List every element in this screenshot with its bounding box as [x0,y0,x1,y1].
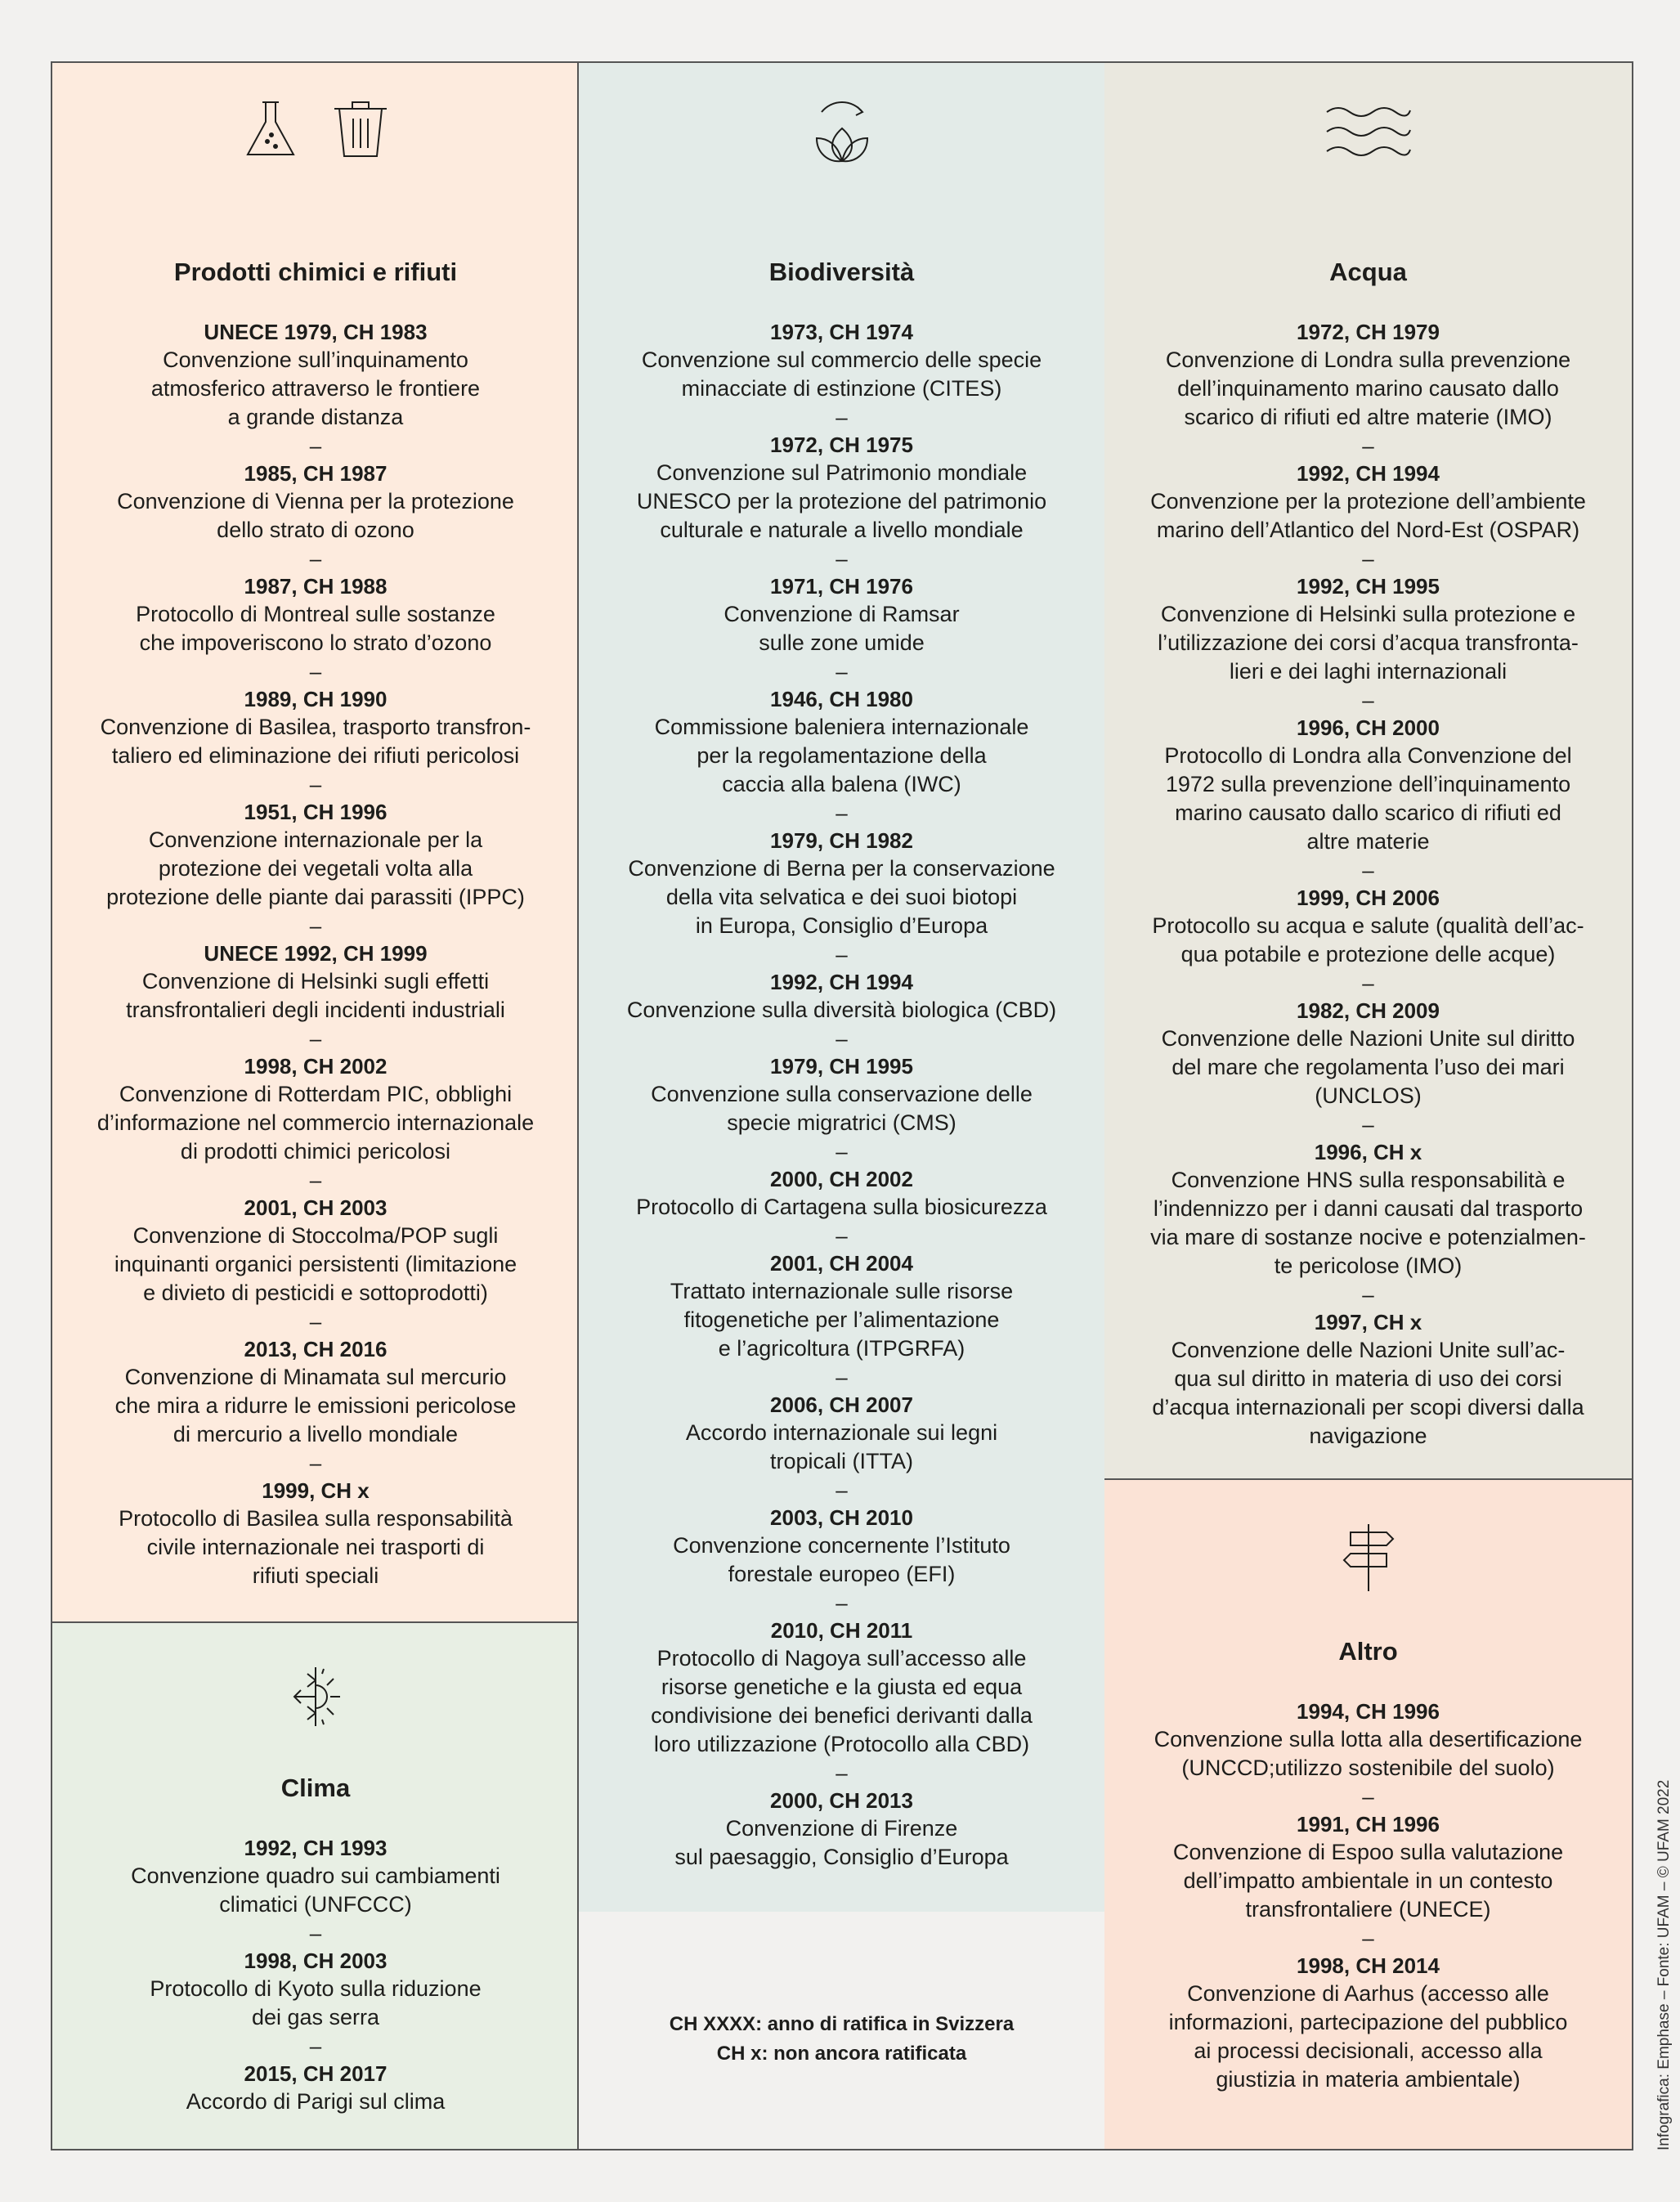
treaty-entry [1104,460,1632,545]
water-list [1104,318,1632,1451]
treaty-entry [579,1249,1104,1363]
treaty-description: Commissione baleniera internazionale per la regolamentazione della caccia alla balena (IWC) [654,715,1029,796]
treaty-year: 1996, CH 2000 [1297,715,1440,740]
treaty-entry [579,1617,1104,1759]
treaty-entry [52,572,579,657]
treaty-year: 1999, CH 2006 [1297,886,1440,910]
entry-separator: – [309,2034,322,2058]
treaty-year: 1991, CH 1996 [1297,1812,1440,1836]
entry-separator: – [836,1590,848,1615]
treaty-description: Convenzione di Helsinki sugli effetti transfrontalieri degli incidenti industriali [126,969,505,1022]
treaty-year: 1994, CH 1996 [1297,1699,1440,1724]
treaty-description: Convenzione di Berna per la conservazione della vita selvatica e dei suoi biotopi in Europa, Consiglio d’Europa [628,856,1055,938]
treaty-description: Convenzione di Ramsar sulle zone umide [724,602,960,655]
treaty-year: 1971, CH 1976 [770,574,913,599]
treaty-year: 1985, CH 1987 [244,461,388,486]
treaty-description: Protocollo di Basilea sulla responsabilità civile internazionale nei trasporti di rifiuti speciali [119,1506,513,1588]
treaty-description: Protocollo su acqua e salute (qualità dell’ac- qua potabile e protezione delle acque) [1152,913,1584,966]
treaty-year: 1973, CH 1974 [770,320,913,344]
biodiversity-title: Biodiversità [768,258,915,286]
treaty-description: Convenzione delle Nazioni Unite sul diritto del mare che regolamenta l’uso dei mari (UNCLOS) [1161,1026,1575,1108]
entry-separator: – [1362,433,1374,458]
treaty-description: Convenzione di Firenze sul paesaggio, Consiglio d’Europa [674,1816,1009,1869]
treaty-year: 2000, CH 2013 [770,1788,913,1813]
treaty-year: 1999, CH x [262,1478,370,1503]
treaty-year: 2013, CH 2016 [244,1337,388,1361]
treaty-year: 1972, CH 1979 [1297,320,1440,344]
entry-separator: – [309,772,322,796]
panel-other [1104,1478,1633,2150]
treaty-year: 1998, CH 2003 [244,1949,388,1973]
entry-separator: – [836,1365,848,1389]
treaty-entry [52,1477,579,1590]
panel-water [1104,61,1633,1480]
treaty-description: Convenzione sulla diversità biologica (CBD) [626,998,1057,1022]
treaty-description: Convenzione sulla conservazione delle specie migratrici (CMS) [651,1082,1033,1135]
entry-separator: – [1362,971,1374,995]
treaty-entry [1104,572,1632,686]
treaty-year: 1982, CH 2009 [1297,998,1440,1023]
treaty-description: Convenzione di Basilea, trasporto transfron- taliero ed eliminazione dei rifiuti pericolosi [100,715,531,768]
water-title: Acqua [1329,258,1407,286]
treaty-year: 1979, CH 1982 [770,828,913,853]
other-title: Altro [1338,1637,1398,1666]
entry-separator: – [836,801,848,825]
treaty-year: 1997, CH x [1314,1310,1422,1334]
entry-separator: – [836,1760,848,1785]
entry-separator: – [309,546,322,571]
entry-separator: – [309,1921,322,1945]
treaty-description: Convenzione di Vienna per la protezione dello strato di ozono [117,489,514,542]
treaty-entry [1104,1810,1632,1924]
treaty-year: 1972, CH 1975 [770,433,913,457]
treaty-description: Convenzione di Helsinki sulla protezione e l’utilizzazione dei corsi d’acqua transfronta- lieri e dei laghi internazionali [1158,602,1579,684]
treaty-year: 1951, CH 1996 [244,800,388,824]
entry-separator: – [309,913,322,938]
chemicals-icons [52,96,579,169]
treaty-description: Accordo di Parigi sul clima [186,2089,446,2114]
treaty-entry [579,1165,1104,1222]
entry-separator: – [836,1026,848,1051]
treaty-entry [52,1052,579,1166]
treaty-year: 1992, CH 1994 [770,970,913,994]
treaty-description: Convenzione di Espoo sulla valutazione dell’impatto ambientale in un contesto transfrontaliere (UNECE) [1172,1840,1564,1922]
treaty-year: 2001, CH 2004 [770,1251,913,1276]
treaty-year: 1987, CH 1988 [244,574,388,599]
credit-text: Infografica: Emphase – Fonte: UFAM – © UFAM 2022 [1655,1779,1673,2150]
entry-separator: – [1362,1784,1374,1809]
entry-separator: – [309,1309,322,1334]
panel-chemicals-waste [51,61,579,1622]
treaty-year: 2000, CH 2002 [770,1167,913,1191]
treaty-description: Convenzione di Londra sulla prevenzione dell’inquinamento marino causato dallo scarico di rifiuti ed altre materie (IMO) [1165,348,1571,429]
treaty-year: 2003, CH 2010 [770,1505,913,1530]
entry-separator: – [836,942,848,966]
climate-title: Clima [280,1774,351,1802]
treaty-year: UNECE 1979, CH 1983 [204,320,428,344]
entry-separator: – [309,1026,322,1051]
treaty-entry [52,798,579,912]
entry-separator: – [309,433,322,458]
treaty-year: 2006, CH 2007 [770,1393,913,1417]
entry-separator: – [1362,1282,1374,1307]
treaty-description: Convenzione quadro sui cambiamenti climatici (UNFCCC) [131,1863,500,1917]
treaty-year: 1946, CH 1980 [770,687,913,711]
treaty-description: Trattato internazionale sulle risorse fitogenetiche per l’alimentazione e l’agricoltura (ITPGRFA) [670,1279,1014,1361]
signpost-icon [1336,1521,1401,1594]
treaty-year: 1992, CH 1993 [244,1836,388,1860]
biodiversity-list [579,318,1104,1872]
treaty-year: 1992, CH 1995 [1297,574,1440,599]
flask-icon [238,96,303,161]
treaty-description: Convenzione sul commercio delle specie minacciate di estinzione (CITES) [641,348,1042,401]
treaty-year: 1998, CH 2014 [1297,1953,1440,1978]
plant-cycle-icon [805,96,879,169]
climate-list [52,1834,579,2116]
entry-separator: – [836,1478,848,1502]
chemicals-title: Prodotti chimici e rifiuti [173,258,458,286]
treaty-entry [52,1834,579,1919]
treaty-description: Protocollo di Kyoto sulla riduzione dei gas serra [150,1976,482,2029]
treaty-description: Convenzione sulla lotta alla desertificazione (UNCCD;utilizzo sostenibile del suolo) [1154,1727,1583,1780]
other-list [1104,1697,1632,2094]
entry-separator: – [836,1223,848,1248]
treaty-entry [52,685,579,770]
entry-separator: – [836,405,848,429]
entry-separator: – [836,659,848,684]
treaty-year: 1989, CH 1990 [244,687,388,711]
treaty-description: Convenzione di Rotterdam PIC, obblighi d’informazione nel commercio internazionale di prodotti chimici pericolosi [96,1082,535,1164]
treaty-description: Protocollo di Cartagena sulla biosicurezza [636,1195,1047,1219]
treaty-entry [52,940,579,1025]
treaty-entry [52,1335,579,1449]
treaty-year: 1996, CH x [1314,1140,1422,1164]
treaty-description: Convenzione di Minamata sul mercurio che mira a ridurre le emissioni pericolose di mercurio a livello mondiale [114,1365,517,1446]
treaty-entry [579,1787,1104,1872]
treaty-description: Convenzione per la protezione dell’ambiente marino dell’Atlantico del Nord-Est (OSPAR) [1150,489,1586,542]
treaty-description: Protocollo di Nagoya sull’accesso alle risorse genetiche e la giusta ed equa condivisione dei benefici derivanti dalla loro utilizzazione (Protocollo alla CBD) [651,1646,1033,1756]
treaty-entry [52,460,579,545]
treaty-entry [52,2060,579,2116]
entry-separator: – [1362,858,1374,882]
treaty-entry [579,431,1104,545]
treaty-description: Convenzione internazionale per la protezione dei vegetali volta alla protezione delle piante dai parassiti (IPPC) [106,827,525,909]
treaty-entry [52,1194,579,1307]
treaty-entry [1104,884,1632,969]
treaty-entry [1104,1138,1632,1280]
water-waves-icon [1324,96,1413,169]
entry-separator: – [1362,1926,1374,1950]
entry-separator: – [1362,688,1374,712]
treaty-entry [1104,714,1632,856]
treaty-entry [579,827,1104,940]
panel-legend [577,1912,1106,2150]
entry-separator: – [836,546,848,571]
other-icons [1104,1521,1632,1594]
treaty-entry [579,685,1104,799]
trash-bin-icon [328,96,393,161]
treaty-year: 1998, CH 2002 [244,1054,388,1079]
treaty-description: Convenzione HNS sulla responsabilità e l’indennizzo per i danni causati dal trasporto via mare di sostanze nocive e potenzialmen- te pericolose (IMO) [1150,1168,1586,1278]
treaty-entry [52,318,579,432]
climate-sun-snowflake-icon [283,1664,348,1729]
entry-separator: – [309,659,322,684]
treaty-entry [52,1947,579,2032]
treaty-entry [579,1052,1104,1137]
treaty-entry [1104,1308,1632,1451]
treaty-description: Convenzione sul Patrimonio mondiale UNESCO per la protezione del patrimonio culturale e naturale a livello mondiale [636,460,1047,542]
treaty-year: 1979, CH 1995 [770,1054,913,1079]
treaty-year: 2010, CH 2011 [770,1618,913,1643]
climate-icons [52,1664,579,1729]
entry-separator: – [836,1139,848,1164]
treaty-entry [579,1391,1104,1476]
treaty-entry [1104,318,1632,432]
treaty-description: Protocollo di Montreal sulle sostanze che impoveriscono lo strato d’ozono [136,602,495,655]
biodiversity-icons [579,96,1104,169]
treaty-description: Convenzione di Stoccolma/POP sugli inquinanti organici persistenti (limitazione e divieto di pesticidi e sottoprodotti) [114,1223,517,1305]
treaty-entry [1104,1697,1632,1783]
panel-biodiversity [577,61,1106,1913]
treaty-description: Convenzione sull’inquinamento atmosferico attraverso le frontiere a grande distanza [150,348,481,429]
treaty-entry [1104,997,1632,1110]
treaty-description: Convenzione di Aarhus (accesso alle informazioni, partecipazione del pubblico ai processi decisionali, accesso alla giustizia in materia ambientale) [1168,1981,1568,2092]
water-icons [1104,96,1632,169]
treaty-description: Convenzione concernente l’Istituto forestale europeo (EFI) [673,1533,1010,1586]
entry-separator: – [309,1451,322,1475]
chemicals-list [52,318,579,1590]
treaty-entry [579,1504,1104,1589]
treaty-description: Convenzione delle Nazioni Unite sull’ac- qua sul diritto in materia di uso dei corsi d’acqua internazionali per scopi diversi dalla navigazione [1152,1338,1584,1448]
treaty-year: 2001, CH 2003 [244,1195,388,1220]
treaty-description: Accordo internazionale sui legni tropicali (ITTA) [685,1420,998,1473]
legend-text: CH XXXX: anno di ratifica in Svizzera CH x: non ancora ratificata [669,2013,1015,2065]
treaty-year: UNECE 1992, CH 1999 [204,941,428,966]
treaty-description: Protocollo di Londra alla Convenzione del 1972 sulla prevenzione dell’inquinamento marino causato dallo scarico di rifiuti ed altre materie [1164,743,1572,854]
entry-separator: – [309,1168,322,1192]
treaty-year: 2015, CH 2017 [244,2061,388,2086]
treaty-entry [579,572,1104,657]
treaty-entry [1104,1952,1632,2094]
panel-climate [51,1621,579,2150]
treaty-entry [579,318,1104,403]
treaty-year: 1992, CH 1994 [1297,461,1440,486]
entry-separator: – [1362,546,1374,571]
treaty-entry [579,968,1104,1025]
entry-separator: – [1362,1112,1374,1137]
